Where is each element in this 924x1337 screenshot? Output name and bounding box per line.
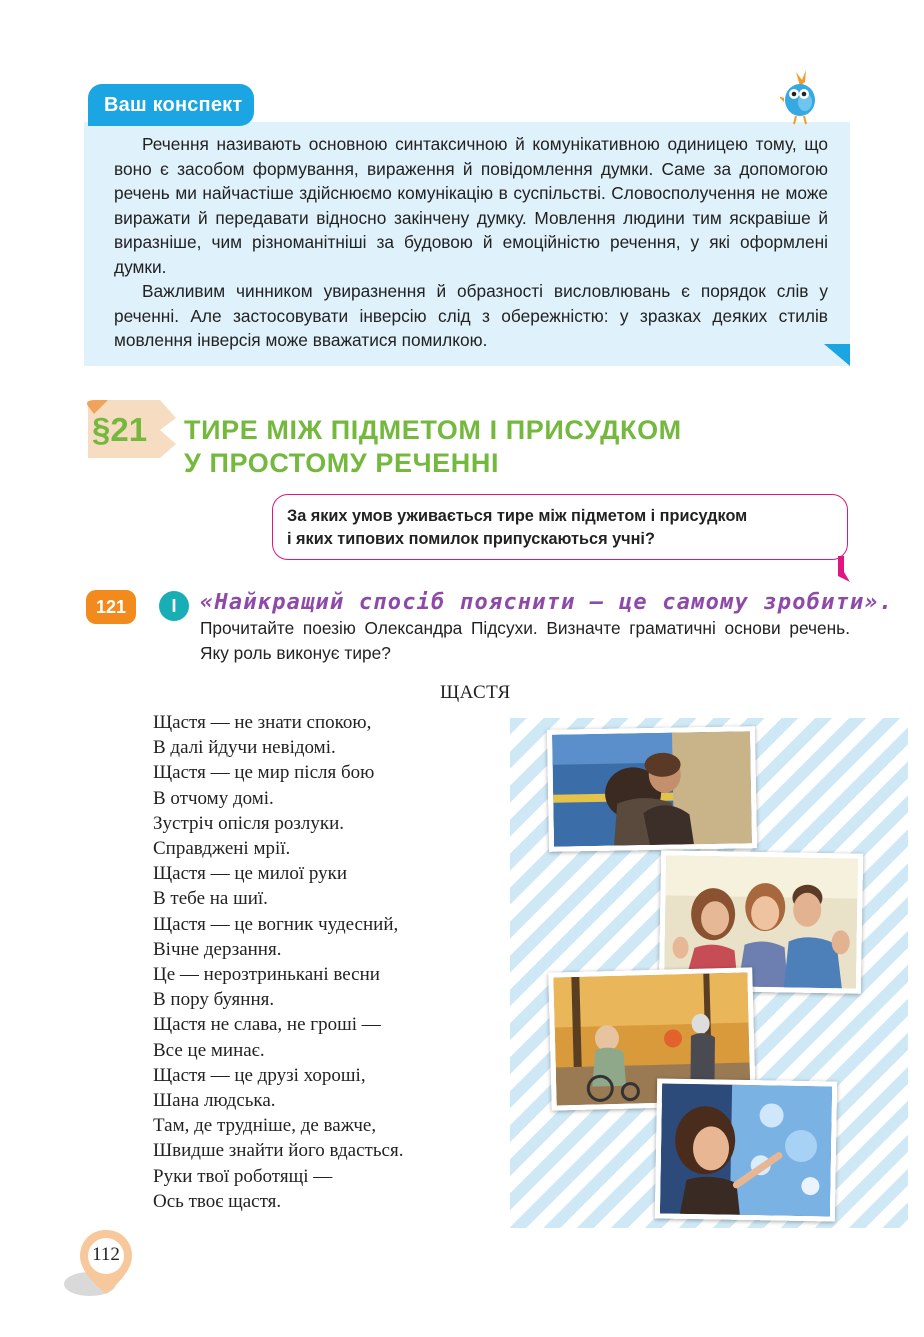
- poem-line: Вічне дерзання.: [153, 938, 282, 960]
- section-number: §21: [92, 411, 148, 448]
- summary-tab: Ваш конспект: [88, 84, 254, 126]
- question-bubble: [272, 494, 848, 560]
- summary-text: [114, 132, 828, 353]
- poem-line: Шана людська.: [153, 1090, 276, 1112]
- poem-line: Зустріч опісля розлуки.: [153, 812, 345, 834]
- exercise-number: 121: [95, 597, 127, 617]
- poem-line: В далі йдучи невідомі.: [153, 737, 336, 759]
- poem-line: Щастя — це мир після бою: [153, 762, 375, 784]
- exercise-task: Прочитайте поезію Олександра Підсухи. Визначте граматичні основи речень. Яку роль виконує тире?: [200, 618, 850, 663]
- poem-line: Руки твої роботящі —: [153, 1165, 333, 1187]
- speech-bubble-tail: [836, 556, 852, 584]
- bird-mascot-icon: [780, 66, 820, 126]
- poem-line: Це — нерозтринькані весни: [153, 964, 380, 986]
- poem-line: Щастя не слава, не гроші —: [153, 1014, 381, 1036]
- poem-line: Там, де трудніше, де важче,: [153, 1115, 377, 1137]
- page-number: 112: [92, 1244, 120, 1265]
- poem-line: Все це минає.: [153, 1039, 265, 1061]
- question-line-2: і яких типових помилок припускаються учні?: [287, 530, 655, 548]
- summary-corner-flag: [824, 344, 850, 366]
- section-title: [184, 414, 682, 480]
- poem-line: Ось твоє щастя.: [153, 1190, 282, 1212]
- question-line-1: За яких умов уживається тире між підметом і присудком: [287, 507, 748, 525]
- poem-line: Щастя — не знати спокою,: [153, 712, 372, 733]
- photo-hug: [547, 726, 757, 852]
- exercise-level-badge: I: [159, 591, 189, 621]
- poem-line: В отчому домі.: [153, 787, 274, 809]
- photo-painting-girl: [655, 1078, 837, 1221]
- poem-line: В пору буяння.: [153, 989, 275, 1011]
- section-title-line-1: ТИРЕ МІЖ ПІДМЕТОМ І ПРИСУДКОМ: [184, 415, 682, 445]
- poem-line: Щастя — це милої руки: [153, 863, 348, 885]
- summary-paragraph-1: Речення називають основною синтаксичною й комунікативною одиницею тому, що воно є засобом формування, вираження й повідомлення думки. Саме за допомогою речень ми найчастіше здійснюємо комунікацію в суспільстві. Словосполучення не може виражати й передавати відносно закінчену думку. Мовлення людини тим яскравіше й виразніше, чим різноманітніші за будовою й емоційністю речення, у які оформлені думки.: [114, 134, 828, 277]
- summary-paragraph-2: Важливим чинником увиразнення й образності висловлювань є порядок слів у реченні. Але застосовувати інверсію слід з обережністю: у зразках деяких стилів мовлення інверсія може вважатися помилкою.: [114, 281, 828, 350]
- poem-body: [153, 710, 403, 1214]
- poem-line: Справджені мрії.: [153, 838, 291, 860]
- poem-line: Щастя — це вогник чудесний,: [153, 913, 399, 935]
- poem-line: Щастя — це друзі хороші,: [153, 1064, 366, 1086]
- poem-line: В тебе на шиї.: [153, 888, 268, 910]
- poem-title: ЩАСТЯ: [440, 682, 511, 703]
- exercise-quote: «Найкращий спосіб пояснити — це самому зробити».: [200, 590, 894, 615]
- section-title-line-2: У ПРОСТОМУ РЕЧЕННІ: [184, 448, 500, 478]
- poem-line: Швидше знайти його вдасться.: [153, 1140, 404, 1162]
